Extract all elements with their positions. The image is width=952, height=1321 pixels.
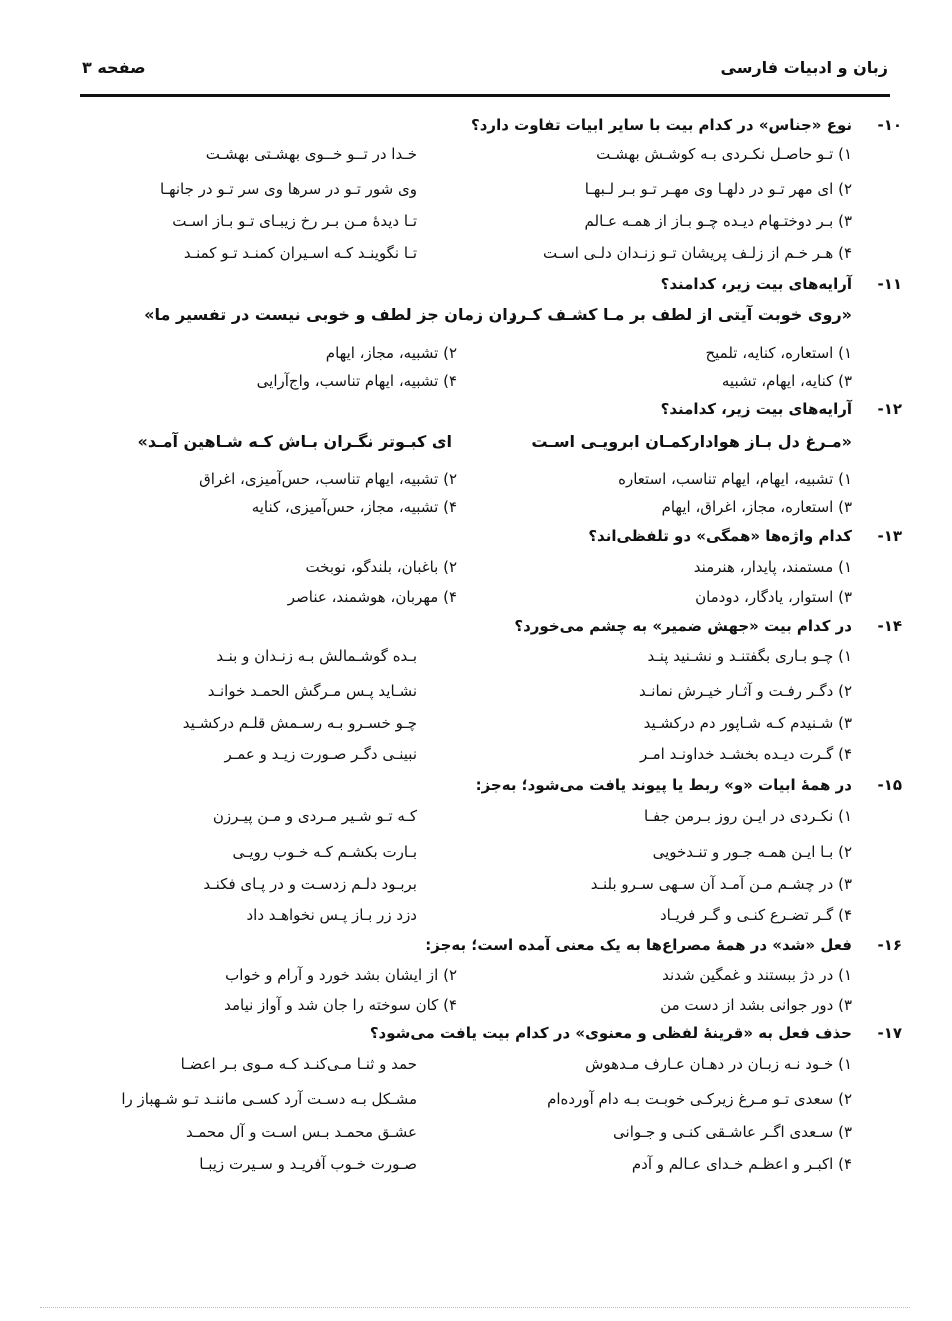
verse-left: زان زمان جز لطف و خوبی نیست در تفسیر ما» bbox=[144, 305, 517, 324]
question-text: حذف فعل به «قرینهٔ لفظی و معنوی» در کدام بیت یافت می‌شود؟ bbox=[369, 1024, 852, 1042]
option-3[interactable]: ۳) کنایه، ایهام، تشبیه bbox=[721, 372, 852, 390]
question-text: آرایه‌های بیت زیر، کدامند؟ bbox=[660, 400, 852, 418]
header-rule bbox=[80, 94, 890, 97]
option-4-right[interactable]: ۴) گـر تضـرع کنـی و گـر فریـاد bbox=[659, 906, 852, 924]
option-2-right[interactable]: ۲) بـا ایـن همـه جـور و تنـدخویی bbox=[652, 843, 852, 861]
question-text: در کدام بیت «جهش ضمیر» به چشم می‌خورد؟ bbox=[514, 617, 852, 635]
question-number: ۱۵- bbox=[877, 776, 902, 794]
option-1-right[interactable]: ۱) چـو بـاری بگفتنـد و نشـنید پنـد bbox=[647, 647, 852, 665]
question-text: آرایه‌های بیت زیر، کدامند؟ bbox=[660, 275, 852, 293]
option-2-left: بـارت بکشـم کـه خـوب رویـی bbox=[232, 843, 417, 861]
option-2-right[interactable]: ۲) دگـر رفـت و آثـار خیـرش نمانـد bbox=[639, 682, 852, 700]
question-text: نوع «جناس» در کدام بیت با سایر ابیات تفاوت دارد؟ bbox=[471, 116, 852, 134]
page-number: صفحه ۳ bbox=[82, 58, 146, 77]
question-text: در همهٔ ابیات «و» ربط یا پیوند یافت می‌شود؛ به‌جز: bbox=[475, 776, 852, 794]
option-1-left: کـه تـو شـیر مـردی و مـن پیـرزن bbox=[212, 807, 417, 825]
option-4-right[interactable]: ۴) اکبـر و اعظـم خـدای عـالم و آدم bbox=[631, 1155, 852, 1173]
option-4[interactable]: ۴) تشبیه، مجاز، حس‌آمیزی، کنایه bbox=[251, 498, 457, 516]
option-3-left: چـو خسـرو بـه رسـمش قلـم درکشـید bbox=[182, 714, 417, 732]
page-header bbox=[82, 48, 888, 88]
option-3-right[interactable]: ۳) در چشـم مـن آمـد آن سـهی سـرو بلنـد bbox=[590, 875, 852, 893]
option-2-left: وی شور تـو در سرها وی سر تـو در جانهـا bbox=[160, 180, 417, 198]
question-number: ۱۱- bbox=[877, 275, 902, 293]
option-3-right[interactable]: ۳) سـعدی اگـر عاشـقی کنـی و جـوانی bbox=[613, 1123, 852, 1141]
question-number: ۱۲- bbox=[877, 400, 902, 418]
option-2-left: مشـکل بـه دسـت آرد کسـی ماننـد تـو شـهباز را bbox=[121, 1090, 417, 1108]
option-3-right[interactable]: ۳) شـنیدم کـه شـاپور دم درکشـید bbox=[643, 714, 852, 732]
option-1-left: خـدا در تــو خــوی بهشـتی بهشـت bbox=[205, 145, 417, 163]
option-3[interactable]: ۳) دور جوانی بشد از دست من bbox=[660, 996, 852, 1014]
question-text: کدام واژه‌ها «همگی» دو تلفظی‌اند؟ bbox=[588, 527, 852, 545]
verse-right: «روی خوبت آیتی از لطف بر مـا کشـف کـرد bbox=[508, 305, 852, 324]
verse-right: «مـرغ دل بـاز هوادارکمـان ابرویـی اسـت bbox=[531, 432, 852, 451]
option-4-left: نبینـی دگـر صـورت زیـد و عمـر bbox=[224, 745, 417, 763]
question-number: ۱۷- bbox=[877, 1024, 902, 1042]
option-3[interactable]: ۳) استوار، یادگار، دودمان bbox=[695, 588, 852, 606]
option-1-right[interactable]: ۱) تـو حاصـل نکـردی بـه کوشـش بهشـت bbox=[596, 145, 852, 163]
verse-left: ای کبـوتر نگـران بـاش کـه شـاهین آمـد» bbox=[137, 432, 452, 451]
option-4[interactable]: ۴) تشبیه، ایهام تناسب، واج‌آرایی bbox=[256, 372, 457, 390]
option-1-right[interactable]: ۱) نکـردی در ایـن روز بـرمن جفـا bbox=[643, 807, 852, 825]
option-4-left: دزد زر بـاز پـس نخواهـد داد bbox=[246, 906, 417, 924]
option-1-left: بـده گوشـمالش بـه زنـدان و بنـد bbox=[216, 647, 417, 665]
option-4-left: صـورت خـوب آفریـد و سـیرت زیبـا bbox=[199, 1155, 417, 1173]
option-3[interactable]: ۳) استعاره، مجاز، اغراق، ایهام bbox=[661, 498, 852, 516]
option-4-right[interactable]: ۴) گـرت دیـده بخشـد خداونـد امـر bbox=[639, 745, 852, 763]
option-1[interactable]: ۱) تشبیه، ایهام، ایهام تناسب، استعاره bbox=[618, 470, 852, 488]
option-3-left: بربـود دلـم زدسـت و در پـای فکنـد bbox=[203, 875, 417, 893]
option-4-right[interactable]: ۴) هـر خـم از زلـف پریشان تـو زنـدان دلـی اسـت bbox=[543, 244, 852, 262]
question-number: ۱۶- bbox=[877, 936, 902, 954]
option-2[interactable]: ۲) تشبیه، مجاز، ایهام bbox=[325, 344, 457, 362]
option-1[interactable]: ۱) استعاره، کنایه، تلمیح bbox=[705, 344, 852, 362]
option-2-right[interactable]: ۲) سعدی تـو مـرغ زیرکـی خوبـت بـه دام آورده‌ام bbox=[547, 1090, 852, 1108]
option-2-left: نشـاید پـس مـرگش الحمـد خوانـد bbox=[207, 682, 417, 700]
option-2[interactable]: ۲) باغبان، بلندگو، نوبخت bbox=[305, 558, 457, 576]
footer-divider bbox=[40, 1307, 910, 1309]
option-3-left: تـا دیدهٔ مـن بـر رخ زیبـای تـو بـاز اسـت bbox=[172, 212, 417, 230]
option-3-right[interactable]: ۳) بـر دوختـهام دیـده چـو بـاز از همـه عـالم bbox=[584, 212, 852, 230]
option-4[interactable]: ۴) مهربان، هوشمند، عناصر bbox=[287, 588, 457, 606]
subject-title: زبان و ادبیات فارسی bbox=[720, 58, 888, 77]
question-text: فعل «شد» در همهٔ مصراع‌ها به یک معنی آمده است؛ به‌جز: bbox=[425, 936, 852, 954]
option-1[interactable]: ۱) مستمند، پایدار، هنرمند bbox=[693, 558, 852, 576]
option-4[interactable]: ۴) کان سوخته را جان شد و آواز نیامد bbox=[224, 996, 457, 1014]
option-2[interactable]: ۲) تشبیه، ایهام تناسب، حس‌آمیزی، اغراق bbox=[199, 470, 457, 488]
option-3-left: عشـق محمـد بـس اسـت و آل محمـد bbox=[185, 1123, 417, 1141]
option-2-right[interactable]: ۲) ای مهر تـو در دلهـا وی مهـر تـو بـر لـبهـا bbox=[584, 180, 852, 198]
option-1-right[interactable]: ۱) خـود نـه زبـان در دهـان عـارف مـدهوش bbox=[585, 1055, 852, 1073]
option-4-left: تـا نگوینـد کـه اسـیران کمنـد تـو کمنـد bbox=[183, 244, 417, 262]
option-2[interactable]: ۲) از ایشان بشد خورد و آرام و خواب bbox=[225, 966, 457, 984]
option-1[interactable]: ۱) در دژ ببستند و غمگین شدند bbox=[662, 966, 852, 984]
question-number: ۱۴- bbox=[877, 617, 902, 635]
question-number: ۱۳- bbox=[877, 527, 902, 545]
option-1-left: حمد و ثنـا مـی‌کنـد کـه مـوی بـر اعضـا bbox=[180, 1055, 417, 1073]
question-number: ۱۰- bbox=[877, 116, 902, 134]
